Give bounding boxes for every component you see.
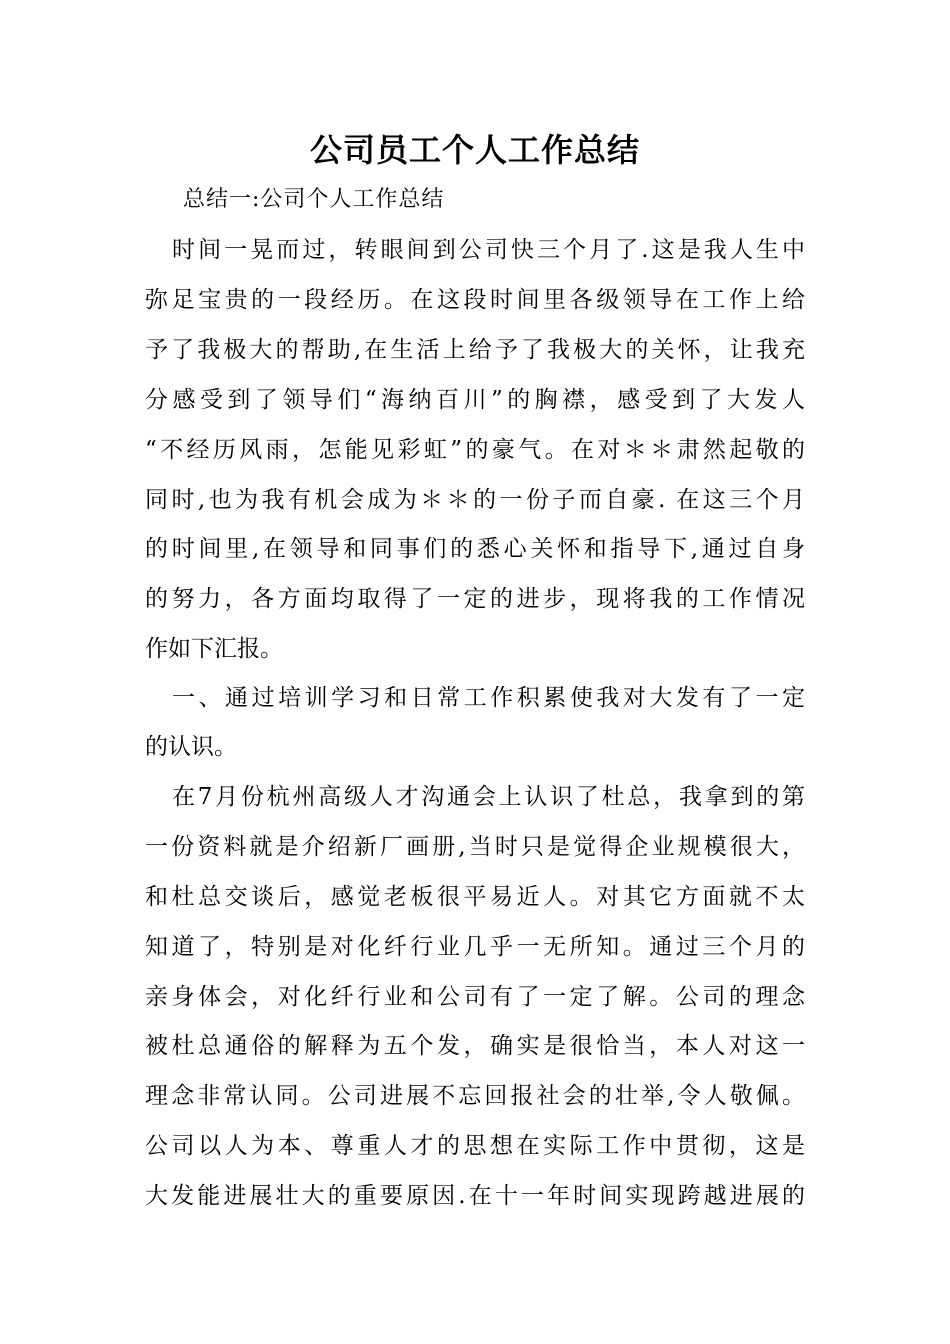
paragraph-line: 一份资料就是介绍新厂画册,当时只是觉得企业规模很大，	[145, 834, 805, 860]
paragraph-line: 公司以人为本、尊重人才的思想在实际工作中贯彻，这是	[145, 1133, 805, 1159]
paragraph-line: 同时,也为我有机会成为＊＊的一份子而自豪. 在这三个月	[145, 487, 805, 513]
document-subtitle: 总结一:公司个人工作总结	[183, 187, 445, 212]
section-heading-line: 的认识。	[145, 734, 237, 760]
paragraph-line: 在7月份杭州高级人才沟通会上认识了杜总，我拿到的第	[172, 784, 805, 810]
section-heading-line: 一、通过培训学习和日常工作积累使我对大发有了一定	[172, 685, 805, 711]
paragraph-line: 大发能进展壮大的重要原因.在十一年时间实现跨越进展的	[145, 1183, 805, 1209]
paragraph-line: 和杜总交谈后，感觉老板很平易近人。对其它方面就不太	[145, 884, 805, 910]
paragraph-line: 予了我极大的帮助,在生活上给予了我极大的关怀，让我充	[145, 337, 805, 363]
paragraph-line: “不经历风雨，怎能见彩虹”的豪气。在对＊＊肃然起敬的	[145, 437, 805, 463]
document-title: 公司员工个人工作总结	[309, 131, 640, 169]
paragraph-line: 被杜总通俗的解释为五个发，确实是很恰当，本人对这一	[145, 1033, 805, 1059]
paragraph-line: 弥足宝贵的一段经历。在这段时间里各级领导在工作上给	[145, 287, 805, 313]
paragraph-line: 作如下汇报。	[145, 636, 283, 662]
paragraph-line: 知道了，特别是对化纤行业几乎一无所知。通过三个月的	[145, 934, 805, 960]
paragraph-line: 时间一晃而过，转眼间到公司快三个月了.这是我人生中	[172, 237, 805, 263]
paragraph-line: 理念非常认同。公司进展不忘回报社会的壮举,令人敬佩。	[145, 1083, 805, 1109]
paragraph-line: 分感受到了领导们“海纳百川”的胸襟，感受到了大发人	[145, 387, 805, 413]
paragraph-line: 的努力，各方面均取得了一定的进步，现将我的工作情况	[145, 586, 805, 612]
paragraph-line: 亲身体会，对化纤行业和公司有了一定了解。公司的理念	[145, 984, 805, 1010]
paragraph-line: 的时间里,在领导和同事们的悉心关怀和指导下,通过自身	[145, 536, 805, 562]
